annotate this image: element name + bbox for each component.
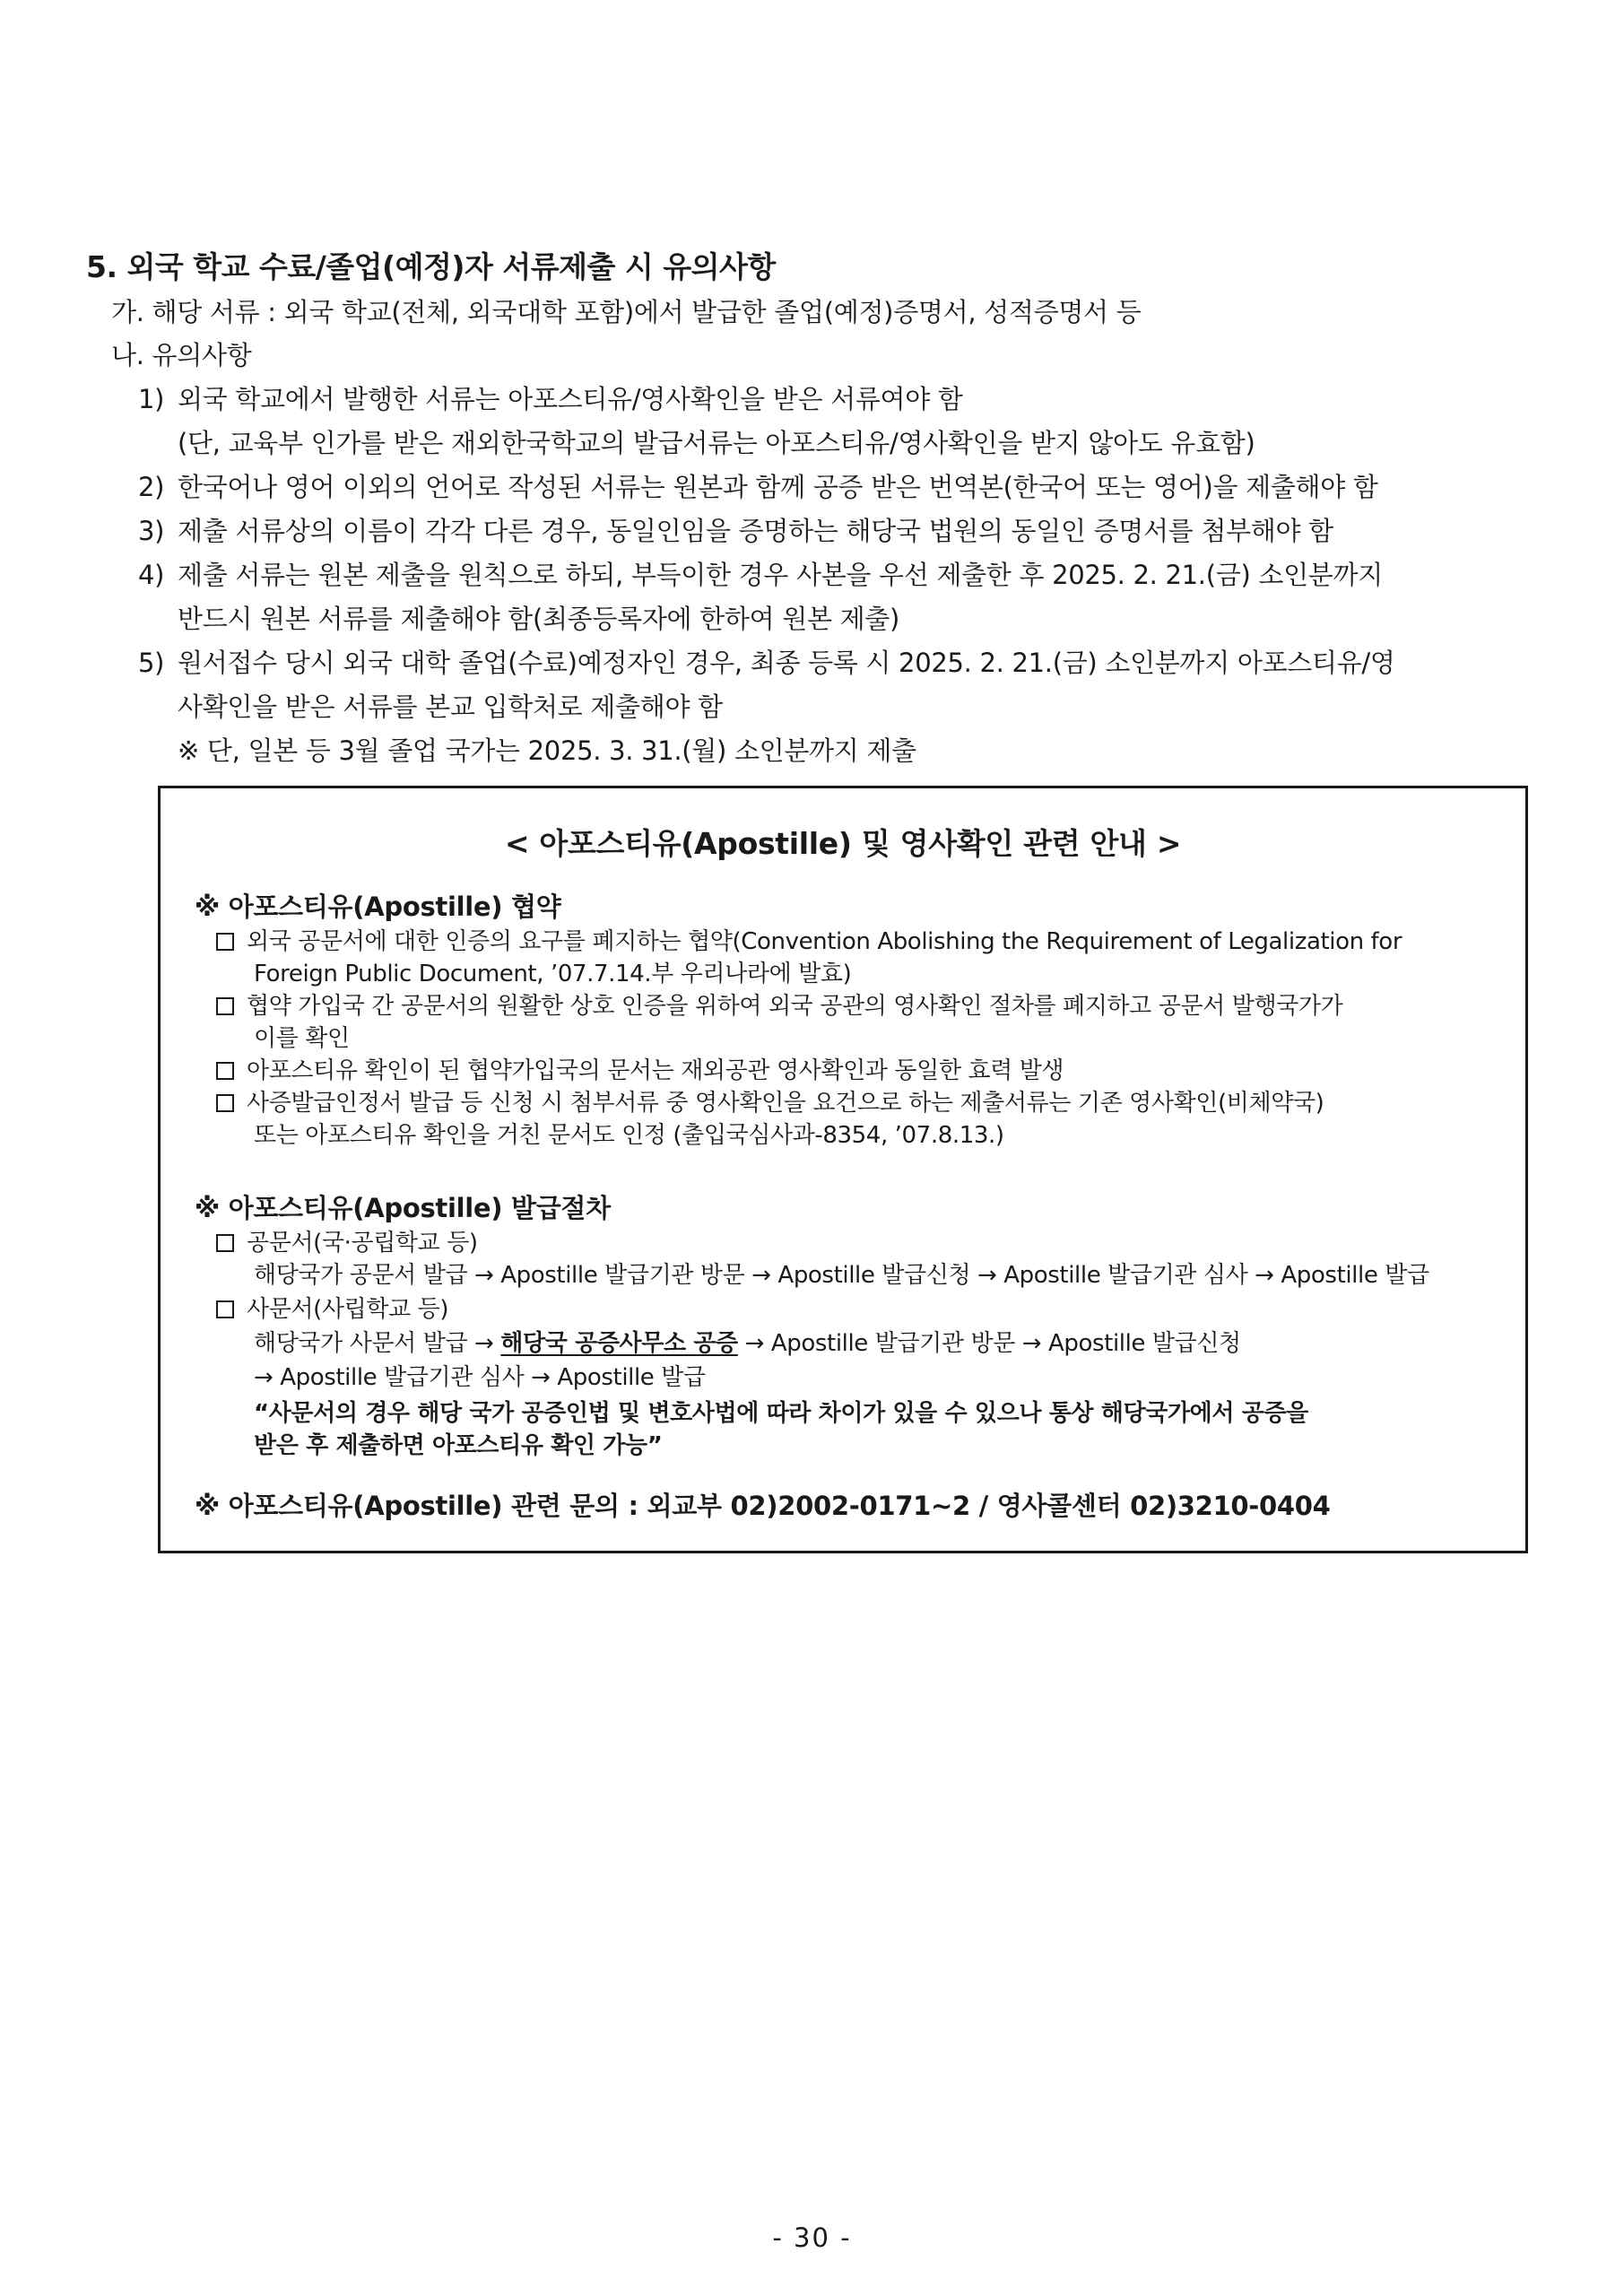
note-5-line-3: ※ 단, 일본 등 3월 졸업 국가는 2025. 3. 31.(월) 소인분까지 제출 [178,735,916,766]
section-title: 5. 외국 학교 수료/졸업(예정)자 서류제출 시 유의사항 [86,249,776,284]
item-na: 나. 유의사항 [111,340,252,370]
public-doc-text: 공문서(국·공립학교 등) [247,1230,478,1257]
note-5-line-2: 사확인을 받은 서류를 본교 입학처로 제출해야 함 [178,691,723,722]
convention-text: 협약 가입국 간 공문서의 원활한 상호 인증을 위하여 외국 공관의 영사확인 절차를 폐지하고 공문서 발행국가가 [247,993,1343,1020]
note-text: 제출 서류는 원본 제출을 원칙으로 하되, 부득이한 경우 사본을 우선 제출한 후 2025. 2. 21.(금) 소인분까지 [178,560,1383,590]
private-note-line-1: “사문서의 경우 해당 국가 공증인법 및 변호사법에 따라 차이가 있을 수 있으나 통상 해당국가에서 공증을 [254,1400,1308,1427]
note-3-line-1 [138,511,1333,548]
page-number: - 30 - [772,2222,852,2253]
note-number: 1) [138,384,165,414]
convention-text: 아포스티유 확인이 된 협약가입국의 문서는 재외공관 영사확인과 동일한 효력 발생 [247,1057,1064,1084]
note-text: 제출 서류상의 이름이 각각 다른 경우, 동일인임을 증명하는 해당국 법원의 동일인 증명서를 첨부해야 함 [178,516,1333,546]
note-4-line-1 [138,555,1383,592]
note-text: 원서접수 당시 외국 대학 졸업(수료)예정자인 경우, 최종 등록 시 2025. 2. 21.(금) 소인분까지 아포스티유/영 [178,648,1395,678]
private-doc-label [216,1291,448,1324]
checkbox-icon [216,1094,234,1112]
box-title: < 아포스티유(Apostille) 및 영사확인 관련 안내 > [504,826,1182,861]
convention-item-2-cont: 이를 확인 [254,1025,350,1052]
convention-text: 사증발급인정서 발급 등 신청 시 첨부서류 중 영사확인을 요건으로 하는 제출서류는 기존 영사확인(비체약국) [247,1090,1324,1117]
note-number: 3) [138,516,165,546]
public-doc-label [216,1224,478,1257]
note-number: 4) [138,560,165,590]
convention-item-4 [216,1084,1324,1118]
note-2-line-1 [138,467,1378,504]
private-flow-prefix: 해당국가 사문서 발급 → [254,1330,501,1357]
private-note-line-2: 받은 후 제출하면 아포스티유 확인 가능” [254,1432,663,1459]
note-number: 5) [138,648,165,678]
note-4-line-2: 반드시 원본 서류를 제출해야 함(최종등록자에 한하여 원본 제출) [178,604,900,634]
private-doc-flow-2: → Apostille 발급기관 심사 → Apostille 발급 [254,1364,706,1391]
checkbox-icon [216,1300,234,1318]
note-number: 2) [138,472,165,502]
convention-item-1 [216,923,1402,956]
note-1-line-2: (단, 교육부 인가를 받은 재외한국학교의 발급서류는 아포스티유/영사확인을 받지 않아도 유효함) [178,428,1255,458]
item-ga: 가. 해당 서류 : 외국 학교(전체, 외국대학 포함)에서 발급한 졸업(예정)증명서, 성적증명서 등 [111,297,1142,327]
convention-item-3 [216,1052,1064,1085]
convention-item-4-cont: 또는 아포스티유 확인을 거친 문서도 인정 (출입국심사과-8354, ’07.8.13.) [254,1122,1004,1149]
private-doc-text: 사문서(사립학교 등) [247,1296,449,1323]
private-doc-flow [254,1325,1241,1358]
convention-heading: ※ 아포스티유(Apostille) 협약 [195,891,561,922]
apostille-info-box [158,786,1528,1553]
checkbox-icon [216,997,234,1015]
procedure-heading: ※ 아포스티유(Apostille) 발급절차 [195,1193,611,1223]
private-flow-suffix: → Apostille 발급기관 방문 → Apostille 발급신청 [737,1330,1241,1357]
note-1-line-1 [138,379,963,416]
note-text: 한국어나 영어 이외의 언어로 작성된 서류는 원본과 함께 공증 받은 번역본(한국어 또는 영어)을 제출해야 함 [178,472,1378,502]
convention-item-2 [216,987,1342,1021]
convention-text: 외국 공문서에 대한 인증의 요구를 폐지하는 협약(Convention Abolishing the Requirement of Legalization for [247,928,1403,955]
note-5-line-1 [138,643,1395,680]
note-text: 외국 학교에서 발행한 서류는 아포스티유/영사확인을 받은 서류여야 함 [178,384,963,414]
public-doc-flow: 해당국가 공문서 발급 → Apostille 발급기관 방문 → Apostille 발급신청 → Apostille 발급기관 심사 → Apostille 발급 [254,1262,1429,1289]
checkbox-icon [216,1234,234,1252]
checkbox-icon [216,933,234,951]
checkbox-icon [216,1062,234,1080]
convention-item-1-cont: Foreign Public Document, ’07.7.14.부 우리나라에 발효) [254,961,852,987]
contact-info: ※ 아포스티유(Apostille) 관련 문의 : 외교부 02)2002-0171~2 / 영사콜센터 02)3210-0404 [195,1491,1331,1521]
notary-step: 해당국 공증사무소 공증 [500,1330,738,1357]
